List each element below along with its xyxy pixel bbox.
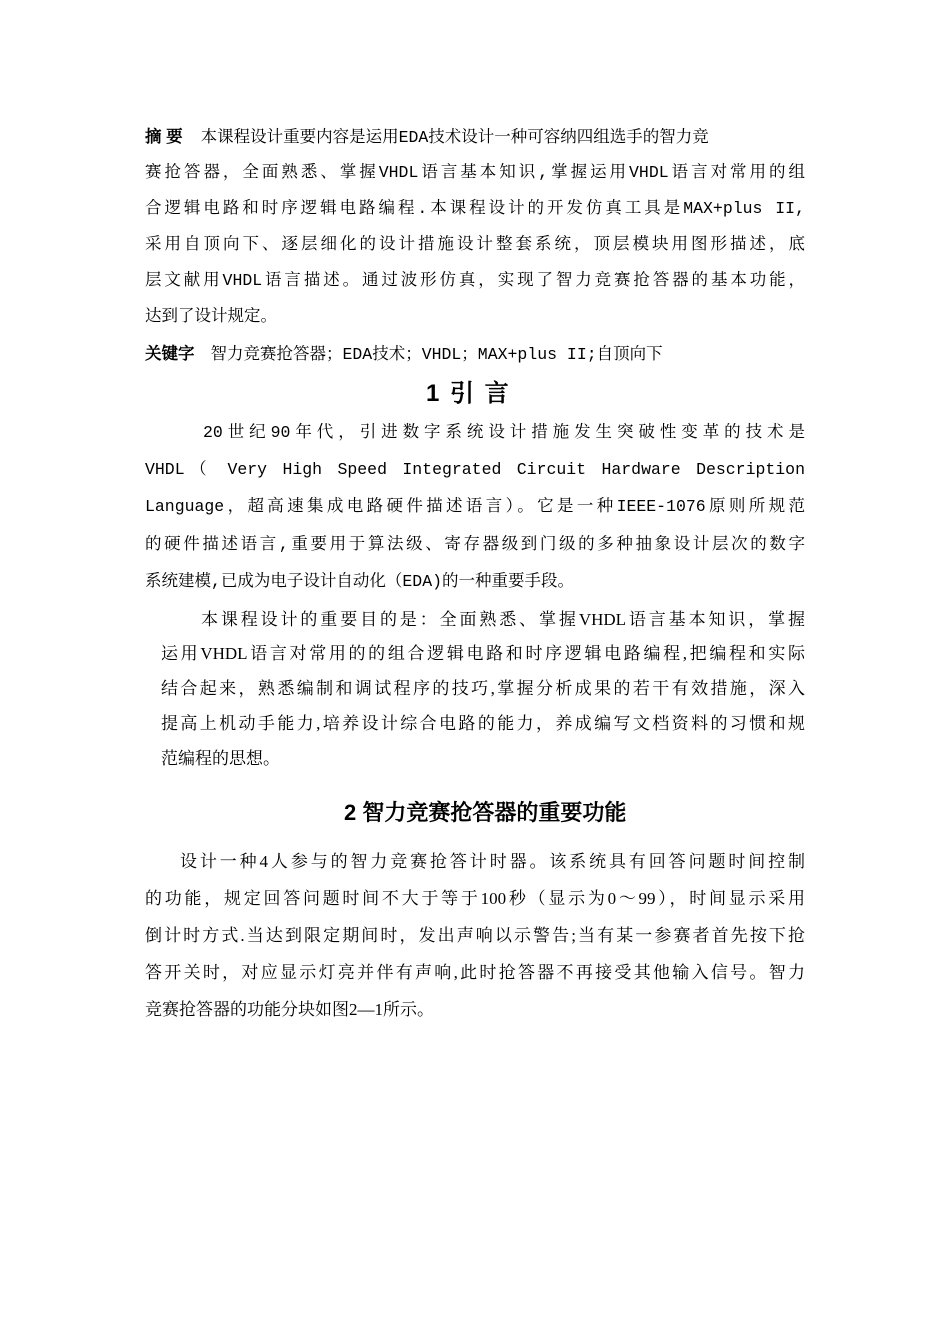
abstract-line-5: 层文献用VHDL语言描述。通过波形仿真，实现了智力竞赛抢答器的基本功能， <box>145 271 805 290</box>
s1p1-line-1: 20世纪90年代，引进数字系统设计措施发生突破性变革的技术是 <box>203 423 805 442</box>
section-2-title: 2 智力竞赛抢答器的重要功能 <box>344 800 627 825</box>
abstract-line-6: 达到了设计规定。 <box>145 307 277 326</box>
s2p-line-5: 竞赛抢答器的功能分块如图2—1所示。 <box>145 1000 434 1019</box>
keywords-text: 智力竞赛抢答器；EDA技术；VHDL；MAX+plus II;自顶向下 <box>210 345 663 364</box>
s1p2-line-3: 结合起来，熟悉编制和调试程序的技巧,掌握分析成果的若干有效措施，深入 <box>161 679 805 698</box>
s2p-line-2: 的功能，规定回答问题时间不大于等于100秒（显示为0～99），时间显示采用 <box>145 889 805 908</box>
s1p1-line-2: VHDL（ Very High Speed Integrated Circuit Hardware Description <box>145 460 805 479</box>
abstract-text: 本课程设计重要内容是运用EDA技术设计一种可容纳四组选手的智力竞 <box>200 128 709 147</box>
abstract-line-2: 赛抢答器，全面熟悉、掌握VHDL语言基本知识,掌握运用VHDL语言对常用的组 <box>145 163 805 182</box>
keywords-label: 关键字 <box>145 345 195 363</box>
s2p-line-3: 倒计时方式.当达到限定期间时，发出声响以示警告;当有某一参赛者首先按下抢 <box>145 926 805 945</box>
s1p2-line-5: 范编程的思想。 <box>161 749 280 768</box>
abstract-label: 摘 要 <box>145 128 183 146</box>
s2p-line-4: 答开关时，对应显示灯亮并伴有声响,此时抢答器不再接受其他输入信号。智力 <box>145 963 805 982</box>
s2p-line-1: 设计一种4人参与的智力竞赛抢答计时器。该系统具有回答问题时间控制 <box>180 852 805 871</box>
keywords-line <box>145 344 663 365</box>
s1p2-line-2: 运用VHDL语言对常用的的组合逻辑电路和时序逻辑电路编程,把编程和实际 <box>161 644 805 663</box>
s1p1-line-3: Language，超高速集成电路硬件描述语言）。它是一种IEEE-1076原则所规范 <box>145 497 805 516</box>
s1p2-line-1: 本课程设计的重要目的是：全面熟悉、掌握VHDL语言基本知识，掌握 <box>201 610 805 629</box>
abstract-line-1 <box>145 127 805 148</box>
section-1-title: 1 引 言 <box>426 380 511 407</box>
abstract-line-4: 采用自顶向下、逐层细化的设计措施设计整套系统，顶层模块用图形描述，底 <box>145 235 805 254</box>
abstract-line-3: 合逻辑电路和时序逻辑电路编程.本课程设计的开发仿真工具是MAX+plus II, <box>145 199 805 218</box>
s1p1-line-4: 的硬件描述语言,重要用于算法级、寄存器级到门级的多种抽象设计层次的数字 <box>145 535 805 554</box>
s1p1-line-5: 系统建模,已成为电子设计自动化（EDA)的一种重要手段。 <box>145 572 575 591</box>
s1p2-line-4: 提高上机动手能力,培养设计综合电路的能力，养成编写文档资料的习惯和规 <box>161 714 805 733</box>
